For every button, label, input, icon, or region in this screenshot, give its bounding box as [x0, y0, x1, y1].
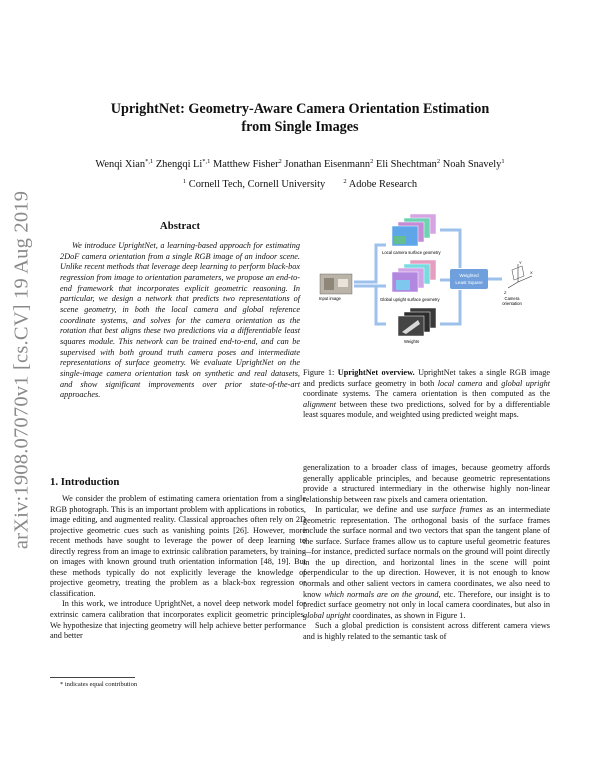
affiliations [40, 178, 560, 191]
paragraph: In this work, we introduce UprightNet, a novel deep network model for extrinsic camera calibration that incorporates explicit geometric principles. We hypothesize that injecting geometry will help achieve better performance and better [50, 599, 306, 641]
footnote-mark: * [60, 681, 64, 688]
figure-diagram [318, 212, 538, 362]
arxiv-stamp [2, 190, 42, 550]
right-column-body [303, 463, 550, 642]
wls-label-2: Least Square [455, 280, 483, 285]
abstract-heading: Abstract [159, 220, 201, 232]
author: Zhengqi $Li^{*,1}$ [155, 158, 211, 170]
arrow-weights-to-wls [440, 290, 460, 324]
author: Wenqi Xian$^{*,1}$ [95, 158, 154, 170]
wls-label-1: Weighted [459, 273, 479, 278]
footnote-rule [50, 677, 135, 678]
caption-label: Figure 1: [303, 368, 335, 377]
author: Noah Snavely$^1$ [442, 158, 505, 170]
orientation-label-1: Camera [504, 296, 520, 301]
axis-y-label: Y [519, 260, 522, 265]
author: Matthew Fisher$^2$ [213, 158, 282, 170]
title-line-2: from Single Images [241, 118, 359, 135]
axis-x-label: X [530, 270, 533, 275]
arxiv-stamp-text: arXiv:1908.07070v1 [cs.CV] 19 Aug 2019 [10, 190, 33, 550]
local-geometry-label: Local camera surface geometry [382, 250, 441, 255]
paragraph: Such a global prediction is consistent across different camera views and is highly related to the semantic task of [303, 621, 550, 641]
input-image [320, 274, 352, 294]
caption-bold: UprightNet overview. [337, 368, 415, 377]
global-geometry-maps [392, 260, 436, 292]
global-geometry-label: Global upright surface geometry [380, 297, 440, 302]
paragraph: generalization to a broader class of images, because geometry affords generally applicable principles, and because geometric representations provide a structured intermediary in the otherwise highly non-linear relationship between raw pixels and camera orientation. [303, 463, 550, 504]
title-line-1: UprightNet: Geometry-Aware Camera Orientation Estimation [110, 101, 490, 117]
affiliation: $^1$ Cornell Tech, Cornell University [182, 178, 326, 190]
weight-maps [398, 308, 436, 336]
affiliation: $^2$ Adobe Research [343, 178, 418, 190]
author: Jonathan Eisenmann$^2$ [284, 158, 374, 170]
figure-caption: Figure 1: UprightNet overview. UprightNet takes a single RGB image and predicts surface geometry in both local camera and global upright coordinate systems. The camera orientation is then computed as the alignment between these two predictions, solved for by a differentiable least squares module, and weighted using predicted weight maps. [303, 368, 551, 420]
figure-1 [318, 212, 538, 362]
author: Eli Shechtman$^2$ [375, 158, 441, 170]
orientation-label-2: orientation [502, 301, 522, 306]
footnote: * indicates equal contribution [60, 681, 138, 688]
input-image-label: Input image [319, 296, 341, 301]
paragraph: We consider the problem of estimating camera orientation from a single RGB photograph. This is an important problem with applications in robotics, image editing, and augmented reality. Classical approaches often rely on 2D projective geometric cues such as vanishing points [26]. However, more recent methods have sought to leverage the power of deep learning to directly regress from an image to extrinsic calibration parameters, by training on images with known ground truth orientation information [48, 19]. But these methods typically do not explicitly leverage the knowledge of projective geometry, treating the problem as a black-box regression or classification. [50, 494, 306, 598]
arrow-to-weights [376, 286, 386, 324]
weights-label: Weights [404, 339, 420, 344]
wls-box [450, 269, 488, 289]
left-column-body [50, 494, 306, 642]
author-list [40, 158, 560, 171]
camera-orientation-axes [508, 264, 532, 288]
arrow-local-to-wls [440, 230, 460, 268]
section-heading-introduction: 1. Introduction [50, 476, 120, 488]
paper-title [60, 101, 540, 136]
local-geometry-maps [392, 214, 436, 246]
axis-z-label: Z [504, 290, 507, 295]
abstract-body: We introduce UprightNet, a learning-based approach for estimating 2DoF camera orientation from a single RGB image of an indoor scene. Unlike recent methods that leverage deep learning to perform black-box regression from image to orientation parameters, we propose an end-to-end framework that incorporates explicit geometric reasoning. In particular, we design a network that predicts two representations of scene geometry, in both the local camera and global reference coordinate systems, and solves for the camera orientation as the rotation that best aligns these two predictions via a differentiable least squares module. This network can be trained end-to-end, and can be supervised with both ground truth camera poses and intermediate representations of surface geometry. We evaluate UprightNet on the single-image camera orientation task on synthetic and real datasets, and show significant improvements over prior state-of-the-art approaches. [60, 241, 300, 400]
paragraph: In particular, we define and use surface frames as an intermediate geometric representation. The orthogonal basis of the surface frames include the surface normal and two vectors that span the tangent plane of the surface. Surface frames allow us to capture useful geometric features—for instance, predicted surface normals on the ground will point directly in the up direction, and horizontal lines in the scene will point perpendicular to the up direction. However, it is not enough to know normals and other salient vectors in camera coordinates, we also need to know which normals are on the ground, etc. Therefore, our insight is to predict surface geometry not only in local camera coordinates, but also in global upright coordinates, as shown in Figure 1. [303, 505, 551, 620]
